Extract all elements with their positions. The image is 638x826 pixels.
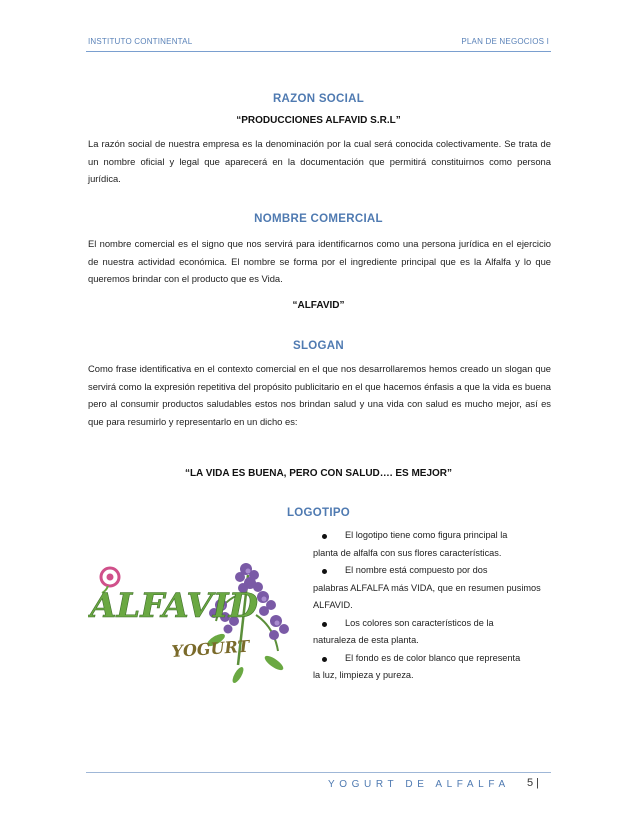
footer-divider: [86, 772, 551, 773]
bullet-first-line: El fondo es de color blanco que representa: [345, 652, 521, 663]
slogan-paragraph: Como frase identificativa en el contexto comercial en el que nos desarrollaremos hemos creado un slogan que servirá como la expresión repetitiva del propósito publicitario en el que hacemos énfasis a que la vida es buena pero al consumir productos saludables estos nos brindan salud y una vida con salud es mucho mejor, así es que para resumirlo y representarlo en un dicho es:: [88, 363, 551, 427]
razon-social-paragraph: La razón social de nuestra empresa es la denominación por la cual será conocida colectivamente. Se trata de un nombre oficial y legal que aparecerá en la documentación que permitirá constituirnos como persona jurídica.: [88, 138, 551, 184]
nombre-comercial-paragraph: El nombre comercial es el signo que nos servirá para identificarnos como una persona jurídica en el ejercicio de nuestra actividad económica. El nombre se forma por el ingrediente principal que es la Alfalfa y lo que queremos brindar con el producto que es Vida.: [88, 238, 551, 284]
bullet-continuation: planta de alfalfa con sus flores características.: [313, 547, 502, 558]
nombre-comercial-heading: NOMBRE COMERCIAL: [254, 213, 383, 225]
list-item: [313, 650, 545, 685]
footer-title: YOGURT DE ALFALFA: [328, 779, 510, 790]
logo-features-list: [313, 527, 545, 685]
page-number: 5 |: [526, 777, 539, 789]
bullet-continuation: la luz, limpieza y pureza.: [313, 670, 414, 680]
razon-social-heading: RAZON SOCIAL: [272, 93, 365, 105]
logo-word: ALFAVID: [90, 586, 259, 626]
header-divider: [86, 51, 551, 52]
bullet-first-line: El nombre está compuesto por dos: [345, 565, 488, 575]
bullet-first-line: Los colores son característicos de la: [345, 617, 494, 628]
slogan-quote: “LA VIDA ES BUENA, PERO CON SALUD…. ES MEJOR”: [184, 468, 453, 479]
company-name: “PRODUCCIONES ALFAVID S.R.L”: [236, 115, 401, 126]
alfavid-logo: [88, 555, 314, 715]
logo-subtitle: YOGURT: [170, 636, 250, 661]
logotipo-heading: LOGOTIPO: [286, 507, 351, 519]
slogan-heading: SLOGAN: [293, 340, 344, 352]
page-header: [88, 37, 549, 49]
bullet-continuation: naturaleza de esta planta.: [313, 635, 419, 645]
commercial-name: “ALFAVID”: [292, 300, 345, 311]
list-item: [313, 562, 545, 615]
bullet-first-line: El logotipo tiene como figura principal la: [345, 530, 508, 540]
alfavid-logo-graphic: [88, 555, 314, 715]
list-item: [313, 615, 545, 650]
bullet-continuation: palabras ALFALFA más VIDA, que en resumen pusimos ALFAVID.: [313, 582, 541, 610]
list-item: [313, 527, 545, 562]
header-document-title: PLAN DE NEGOCIOS I: [461, 37, 549, 46]
header-institution: INSTITUTO CONTINENTAL: [88, 37, 193, 46]
page-footer: [300, 777, 551, 793]
